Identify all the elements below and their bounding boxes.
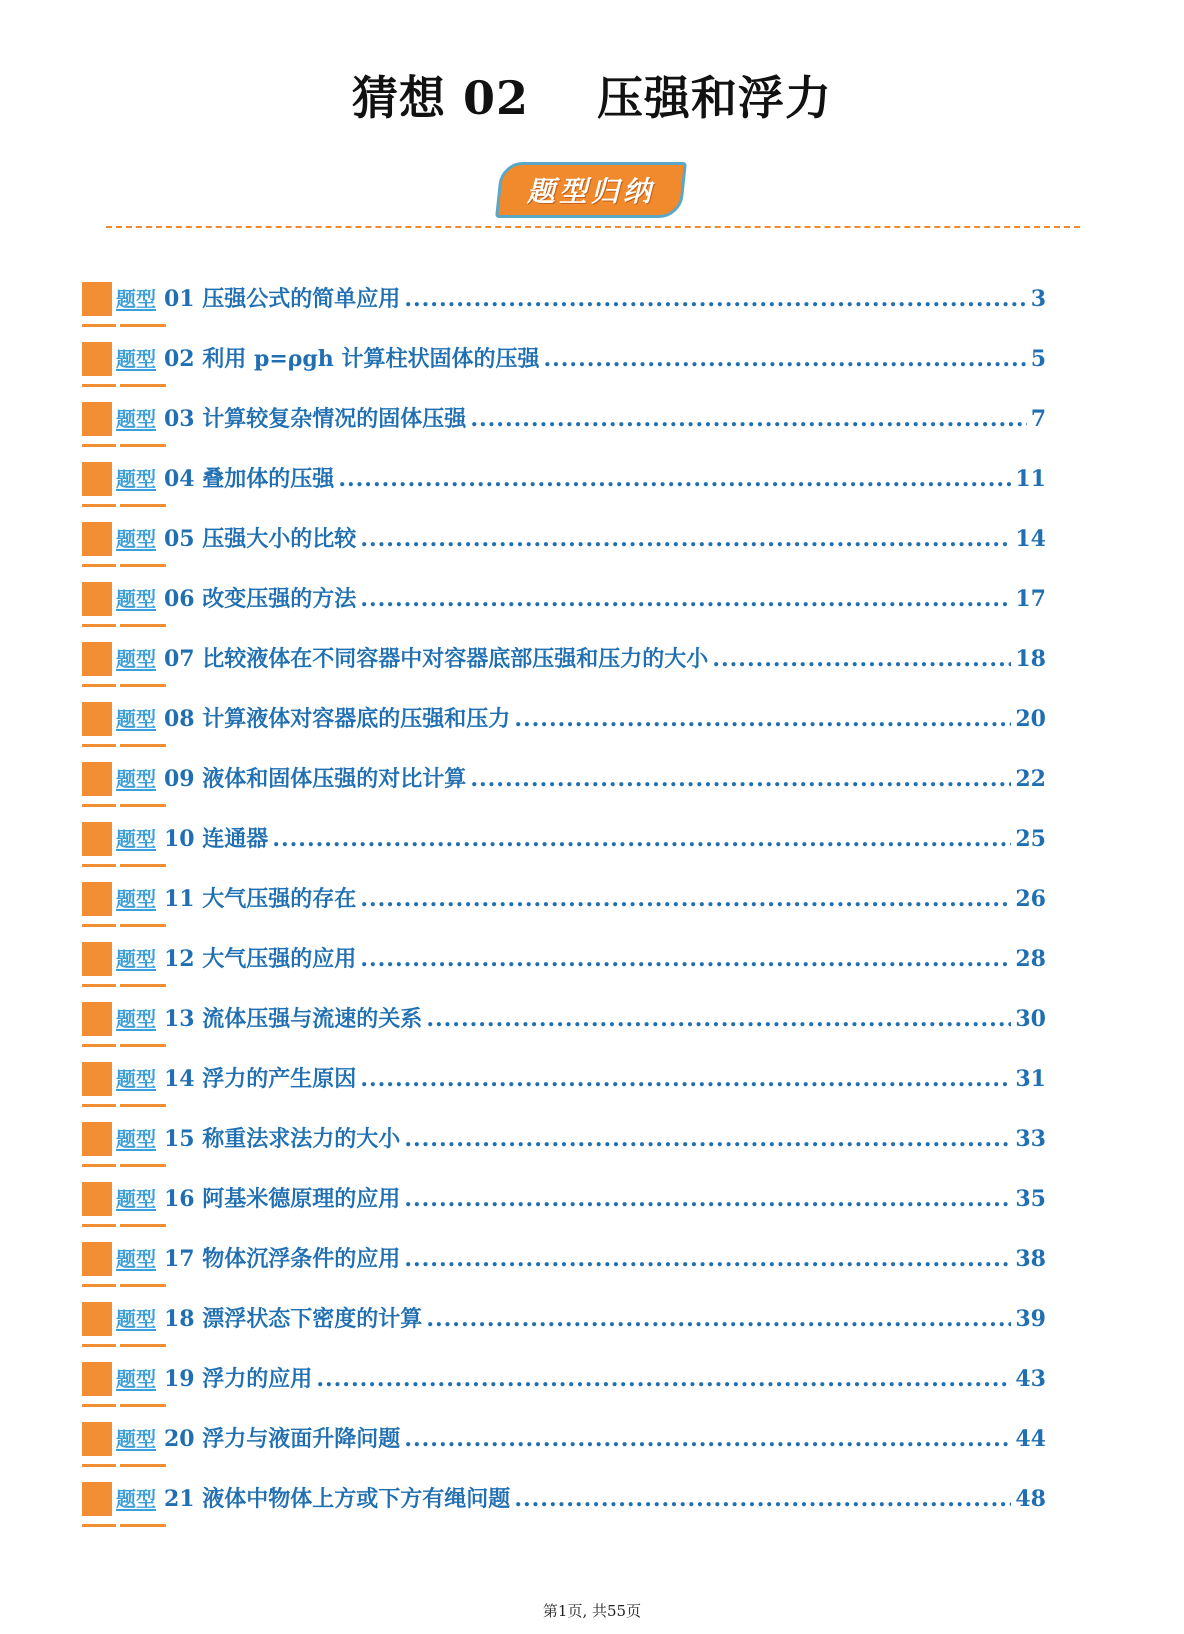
dot-leader bbox=[404, 1244, 1011, 1274]
toc-entry-title bbox=[164, 1244, 400, 1274]
dot-leader bbox=[712, 644, 1011, 674]
toc-entry-page: 14 bbox=[1015, 526, 1046, 552]
toc-entry-line bbox=[116, 644, 1046, 674]
toc-entry-text: 物体沉浮条件的应用 bbox=[202, 1246, 401, 1272]
table-of-contents bbox=[82, 278, 1062, 1538]
toc-entry-line bbox=[116, 1184, 1046, 1214]
toc-entry-page: 33 bbox=[1015, 1126, 1046, 1152]
toc-entry-number: 15 bbox=[164, 1126, 195, 1152]
toc-entry[interactable] bbox=[82, 1238, 1062, 1298]
bookmark-icon bbox=[82, 642, 112, 676]
toc-entry-kind: 题型 bbox=[116, 1007, 156, 1031]
toc-entry-kind: 题型 bbox=[116, 527, 156, 551]
toc-entry[interactable] bbox=[82, 278, 1062, 338]
toc-entry[interactable] bbox=[82, 1118, 1062, 1178]
toc-entry-kind: 题型 bbox=[116, 1127, 156, 1151]
toc-entry-title bbox=[164, 1364, 312, 1394]
underline-rule bbox=[82, 924, 116, 927]
underline-rule bbox=[82, 984, 116, 987]
toc-entry-line bbox=[116, 464, 1046, 494]
toc-entry-text: 浮力的应用 bbox=[202, 1366, 313, 1392]
bookmark-icon bbox=[82, 1482, 112, 1516]
toc-entry-text: 阿基米德原理的应用 bbox=[202, 1186, 401, 1212]
toc-entry-line bbox=[116, 1304, 1046, 1334]
underline-rule bbox=[120, 1284, 166, 1287]
underline-rule bbox=[120, 504, 166, 507]
underline-rule bbox=[82, 744, 116, 747]
dot-leader bbox=[360, 884, 1011, 914]
toc-entry-title bbox=[164, 404, 466, 434]
toc-entry-line bbox=[116, 1424, 1046, 1454]
toc-entry-text: 大气压强的存在 bbox=[202, 886, 357, 912]
toc-entry-text: 大气压强的应用 bbox=[202, 946, 357, 972]
section-badge-label: 题型归纳 bbox=[526, 175, 655, 208]
section-badge bbox=[495, 162, 687, 218]
toc-entry-number: 04 bbox=[164, 466, 195, 492]
toc-entry[interactable] bbox=[82, 1418, 1062, 1478]
toc-entry-page: 3 bbox=[1030, 286, 1046, 312]
toc-entry-line bbox=[116, 1124, 1046, 1154]
toc-entry-number: 05 bbox=[164, 526, 195, 552]
underline-rule bbox=[120, 744, 166, 747]
bookmark-icon bbox=[82, 1062, 112, 1096]
toc-entry-line bbox=[116, 1004, 1046, 1034]
underline-rule bbox=[82, 564, 116, 567]
toc-entry[interactable] bbox=[82, 878, 1062, 938]
underline-rule bbox=[120, 324, 166, 327]
dot-leader bbox=[404, 1124, 1011, 1154]
underline-rule bbox=[82, 864, 116, 867]
toc-entry-title bbox=[164, 284, 400, 314]
toc-entry-title bbox=[164, 944, 356, 974]
underline-rule bbox=[120, 1104, 166, 1107]
underline-rule bbox=[120, 1524, 166, 1527]
toc-entry-line bbox=[116, 1364, 1046, 1394]
toc-entry-kind: 题型 bbox=[116, 1187, 156, 1211]
toc-entry-title bbox=[164, 1124, 400, 1154]
dot-leader bbox=[404, 1424, 1011, 1454]
dot-leader bbox=[316, 1364, 1011, 1394]
toc-entry-page: 30 bbox=[1015, 1006, 1046, 1032]
toc-entry-number: 11 bbox=[164, 886, 195, 912]
toc-entry-kind: 题型 bbox=[116, 647, 156, 671]
toc-entry-number: 10 bbox=[164, 826, 195, 852]
toc-entry-number: 17 bbox=[164, 1246, 195, 1272]
underline-rule bbox=[82, 444, 116, 447]
toc-entry-line bbox=[116, 584, 1046, 614]
dashed-divider bbox=[106, 226, 1080, 228]
toc-entry-line bbox=[116, 344, 1046, 374]
underline-rule bbox=[82, 1104, 116, 1107]
toc-entry-page: 25 bbox=[1015, 826, 1046, 852]
toc-entry-text: 比较液体在不同容器中对容器底部压强和压力的大小 bbox=[202, 646, 709, 672]
toc-entry-page: 11 bbox=[1015, 466, 1046, 492]
underline-rule bbox=[82, 1224, 116, 1227]
dot-leader bbox=[470, 404, 1026, 434]
dot-leader bbox=[543, 344, 1026, 374]
toc-entry-line bbox=[116, 1244, 1046, 1274]
toc-entry-kind: 题型 bbox=[116, 1427, 156, 1451]
bookmark-icon bbox=[82, 342, 112, 376]
underline-rule bbox=[82, 1164, 116, 1167]
toc-entry-page: 28 bbox=[1015, 946, 1046, 972]
toc-entry-kind: 题型 bbox=[116, 347, 156, 371]
toc-entry-page: 22 bbox=[1015, 766, 1046, 792]
underline-rule bbox=[82, 804, 116, 807]
toc-entry[interactable] bbox=[82, 1478, 1062, 1538]
dot-leader bbox=[514, 1484, 1011, 1514]
dot-leader bbox=[426, 1004, 1011, 1034]
toc-entry-kind: 题型 bbox=[116, 1367, 156, 1391]
toc-entry-number: 13 bbox=[164, 1006, 195, 1032]
toc-entry[interactable] bbox=[82, 758, 1062, 818]
toc-entry[interactable] bbox=[82, 1178, 1062, 1238]
dot-leader bbox=[470, 764, 1011, 794]
toc-entry-title bbox=[164, 1304, 422, 1334]
toc-entry[interactable] bbox=[82, 698, 1062, 758]
bookmark-icon bbox=[82, 462, 112, 496]
toc-entry[interactable] bbox=[82, 818, 1062, 878]
toc-entry-page: 38 bbox=[1015, 1246, 1046, 1272]
toc-entry-title bbox=[164, 464, 334, 494]
dot-leader bbox=[360, 524, 1011, 554]
toc-entry-kind: 题型 bbox=[116, 887, 156, 911]
bookmark-icon bbox=[82, 1182, 112, 1216]
toc-entry-kind: 题型 bbox=[116, 287, 156, 311]
underline-rule bbox=[82, 1284, 116, 1287]
toc-entry-number: 03 bbox=[164, 406, 195, 432]
bookmark-icon bbox=[82, 522, 112, 556]
toc-entry-text: 流体压强与流速的关系 bbox=[202, 1006, 423, 1032]
bookmark-icon bbox=[82, 882, 112, 916]
underline-rule bbox=[82, 504, 116, 507]
toc-entry-line bbox=[116, 764, 1046, 794]
toc-entry-number: 19 bbox=[164, 1366, 195, 1392]
toc-entry-number: 01 bbox=[164, 286, 195, 312]
toc-entry-page: 44 bbox=[1015, 1426, 1046, 1452]
bookmark-icon bbox=[82, 1002, 112, 1036]
bookmark-icon bbox=[82, 1242, 112, 1276]
toc-entry-line bbox=[116, 884, 1046, 914]
toc-entry[interactable] bbox=[82, 1298, 1062, 1358]
toc-entry-line bbox=[116, 404, 1046, 434]
underline-rule bbox=[120, 984, 166, 987]
bookmark-icon bbox=[82, 1302, 112, 1336]
toc-entry-line bbox=[116, 284, 1046, 314]
toc-entry-title bbox=[164, 524, 356, 554]
toc-entry-title bbox=[164, 644, 708, 674]
toc-entry-title bbox=[164, 344, 539, 374]
underline-rule bbox=[82, 684, 116, 687]
dot-leader bbox=[404, 284, 1026, 314]
toc-entry-page: 43 bbox=[1015, 1366, 1046, 1392]
toc-entry-page: 48 bbox=[1015, 1486, 1046, 1512]
underline-rule bbox=[120, 804, 166, 807]
dot-leader bbox=[360, 584, 1011, 614]
toc-entry-page: 26 bbox=[1015, 886, 1046, 912]
toc-entry-kind: 题型 bbox=[116, 1307, 156, 1331]
toc-entry-text: 称重法求法力的大小 bbox=[202, 1126, 401, 1152]
dot-leader bbox=[360, 944, 1011, 974]
underline-rule bbox=[120, 1344, 166, 1347]
toc-entry-number: 12 bbox=[164, 946, 195, 972]
toc-entry-line bbox=[116, 1484, 1046, 1514]
underline-rule bbox=[120, 384, 166, 387]
underline-rule bbox=[120, 1224, 166, 1227]
toc-entry[interactable] bbox=[82, 638, 1062, 698]
bookmark-icon bbox=[82, 762, 112, 796]
underline-rule bbox=[82, 324, 116, 327]
bookmark-icon bbox=[82, 822, 112, 856]
underline-rule bbox=[120, 1044, 166, 1047]
toc-entry-text: 液体和固体压强的对比计算 bbox=[202, 766, 467, 792]
toc-entry-title bbox=[164, 1484, 510, 1514]
toc-entry-line bbox=[116, 944, 1046, 974]
bookmark-icon bbox=[82, 1422, 112, 1456]
dot-leader bbox=[426, 1304, 1011, 1334]
dot-leader bbox=[514, 704, 1011, 734]
toc-entry-title bbox=[164, 1004, 422, 1034]
underline-rule bbox=[120, 1164, 166, 1167]
toc-entry[interactable] bbox=[82, 938, 1062, 998]
toc-entry-title bbox=[164, 584, 356, 614]
toc-entry-number: 18 bbox=[164, 1306, 195, 1332]
underline-rule bbox=[120, 1464, 166, 1467]
toc-entry-number: 20 bbox=[164, 1426, 195, 1452]
toc-entry-number: 09 bbox=[164, 766, 195, 792]
underline-rule bbox=[120, 444, 166, 447]
underline-rule bbox=[120, 624, 166, 627]
toc-entry-page: 7 bbox=[1030, 406, 1046, 432]
dot-leader bbox=[338, 464, 1011, 494]
underline-rule bbox=[120, 684, 166, 687]
page-title: 猜想 02 压强和浮力 bbox=[351, 71, 833, 125]
toc-entry-kind: 题型 bbox=[116, 827, 156, 851]
toc-entry-title bbox=[164, 884, 356, 914]
underline-rule bbox=[82, 1404, 116, 1407]
toc-entry-page: 18 bbox=[1015, 646, 1046, 672]
toc-entry-kind: 题型 bbox=[116, 1247, 156, 1271]
toc-entry-kind: 题型 bbox=[116, 1067, 156, 1091]
toc-entry-title bbox=[164, 824, 268, 854]
underline-rule bbox=[120, 1404, 166, 1407]
toc-entry-number: 02 bbox=[164, 346, 195, 372]
underline-rule bbox=[82, 1344, 116, 1347]
toc-entry[interactable] bbox=[82, 998, 1062, 1058]
toc-entry-text: 压强公式的简单应用 bbox=[202, 286, 401, 312]
toc-entry-page: 31 bbox=[1015, 1066, 1046, 1092]
toc-entry-kind: 题型 bbox=[116, 407, 156, 431]
bookmark-icon bbox=[82, 702, 112, 736]
toc-entry-page: 35 bbox=[1015, 1186, 1046, 1212]
page-footer: 第1页, 共55页 bbox=[542, 1602, 642, 1620]
toc-entry-page: 20 bbox=[1015, 706, 1046, 732]
toc-entry[interactable] bbox=[82, 458, 1062, 518]
toc-entry-number: 07 bbox=[164, 646, 195, 672]
underline-rule bbox=[82, 1464, 116, 1467]
toc-entry[interactable] bbox=[82, 338, 1062, 398]
toc-entry-text: 计算较复杂情况的固体压强 bbox=[202, 406, 467, 432]
toc-entry-page: 5 bbox=[1030, 346, 1046, 372]
toc-entry-kind: 题型 bbox=[116, 1487, 156, 1511]
toc-entry-kind: 题型 bbox=[116, 767, 156, 791]
toc-entry-page: 39 bbox=[1015, 1306, 1046, 1332]
toc-entry-kind: 题型 bbox=[116, 947, 156, 971]
toc-entry-text: 漂浮状态下密度的计算 bbox=[202, 1306, 423, 1332]
underline-rule bbox=[120, 924, 166, 927]
dot-leader bbox=[404, 1184, 1011, 1214]
toc-entry-line bbox=[116, 704, 1046, 734]
toc-entry-title bbox=[164, 764, 466, 794]
toc-entry-text: 叠加体的压强 bbox=[202, 466, 335, 492]
underline-rule bbox=[82, 384, 116, 387]
dot-leader bbox=[272, 824, 1011, 854]
underline-rule bbox=[82, 624, 116, 627]
toc-entry-kind: 题型 bbox=[116, 707, 156, 731]
bookmark-icon bbox=[82, 582, 112, 616]
toc-entry[interactable] bbox=[82, 398, 1062, 458]
toc-entry[interactable] bbox=[82, 1358, 1062, 1418]
toc-entry-text: 液体中物体上方或下方有绳问题 bbox=[202, 1486, 511, 1512]
underline-rule bbox=[120, 564, 166, 567]
underline-rule bbox=[82, 1524, 116, 1527]
toc-entry-text: 计算液体对容器底的压强和压力 bbox=[202, 706, 511, 732]
toc-entry-text: 压强大小的比较 bbox=[202, 526, 357, 552]
dot-leader bbox=[360, 1064, 1011, 1094]
toc-entry-text: 浮力与液面升降问题 bbox=[202, 1426, 401, 1452]
toc-entry[interactable] bbox=[82, 578, 1062, 638]
bookmark-icon bbox=[82, 1122, 112, 1156]
toc-entry-number: 06 bbox=[164, 586, 195, 612]
bookmark-icon bbox=[82, 402, 112, 436]
toc-entry-number: 08 bbox=[164, 706, 195, 732]
toc-entry-page: 17 bbox=[1015, 586, 1046, 612]
toc-entry-text: 利用 p=ρgh 计算柱状固体的压强 bbox=[202, 346, 540, 372]
toc-entry-line bbox=[116, 1064, 1046, 1094]
toc-entry-number: 14 bbox=[164, 1066, 195, 1092]
toc-entry[interactable] bbox=[82, 1058, 1062, 1118]
toc-entry-kind: 题型 bbox=[116, 587, 156, 611]
toc-entry-title bbox=[164, 1064, 356, 1094]
toc-entry-line bbox=[116, 824, 1046, 854]
toc-entry-title bbox=[164, 704, 510, 734]
bookmark-icon bbox=[82, 1362, 112, 1396]
toc-entry-title bbox=[164, 1424, 400, 1454]
toc-entry-text: 连通器 bbox=[202, 826, 269, 852]
toc-entry[interactable] bbox=[82, 518, 1062, 578]
toc-entry-text: 改变压强的方法 bbox=[202, 586, 357, 612]
toc-entry-line bbox=[116, 524, 1046, 554]
bookmark-icon bbox=[82, 942, 112, 976]
underline-rule bbox=[82, 1044, 116, 1047]
underline-rule bbox=[120, 864, 166, 867]
toc-entry-text: 浮力的产生原因 bbox=[202, 1066, 357, 1092]
toc-entry-number: 16 bbox=[164, 1186, 195, 1212]
bookmark-icon bbox=[82, 282, 112, 316]
toc-entry-kind: 题型 bbox=[116, 467, 156, 491]
toc-entry-title bbox=[164, 1184, 400, 1214]
toc-entry-number: 21 bbox=[164, 1486, 195, 1512]
